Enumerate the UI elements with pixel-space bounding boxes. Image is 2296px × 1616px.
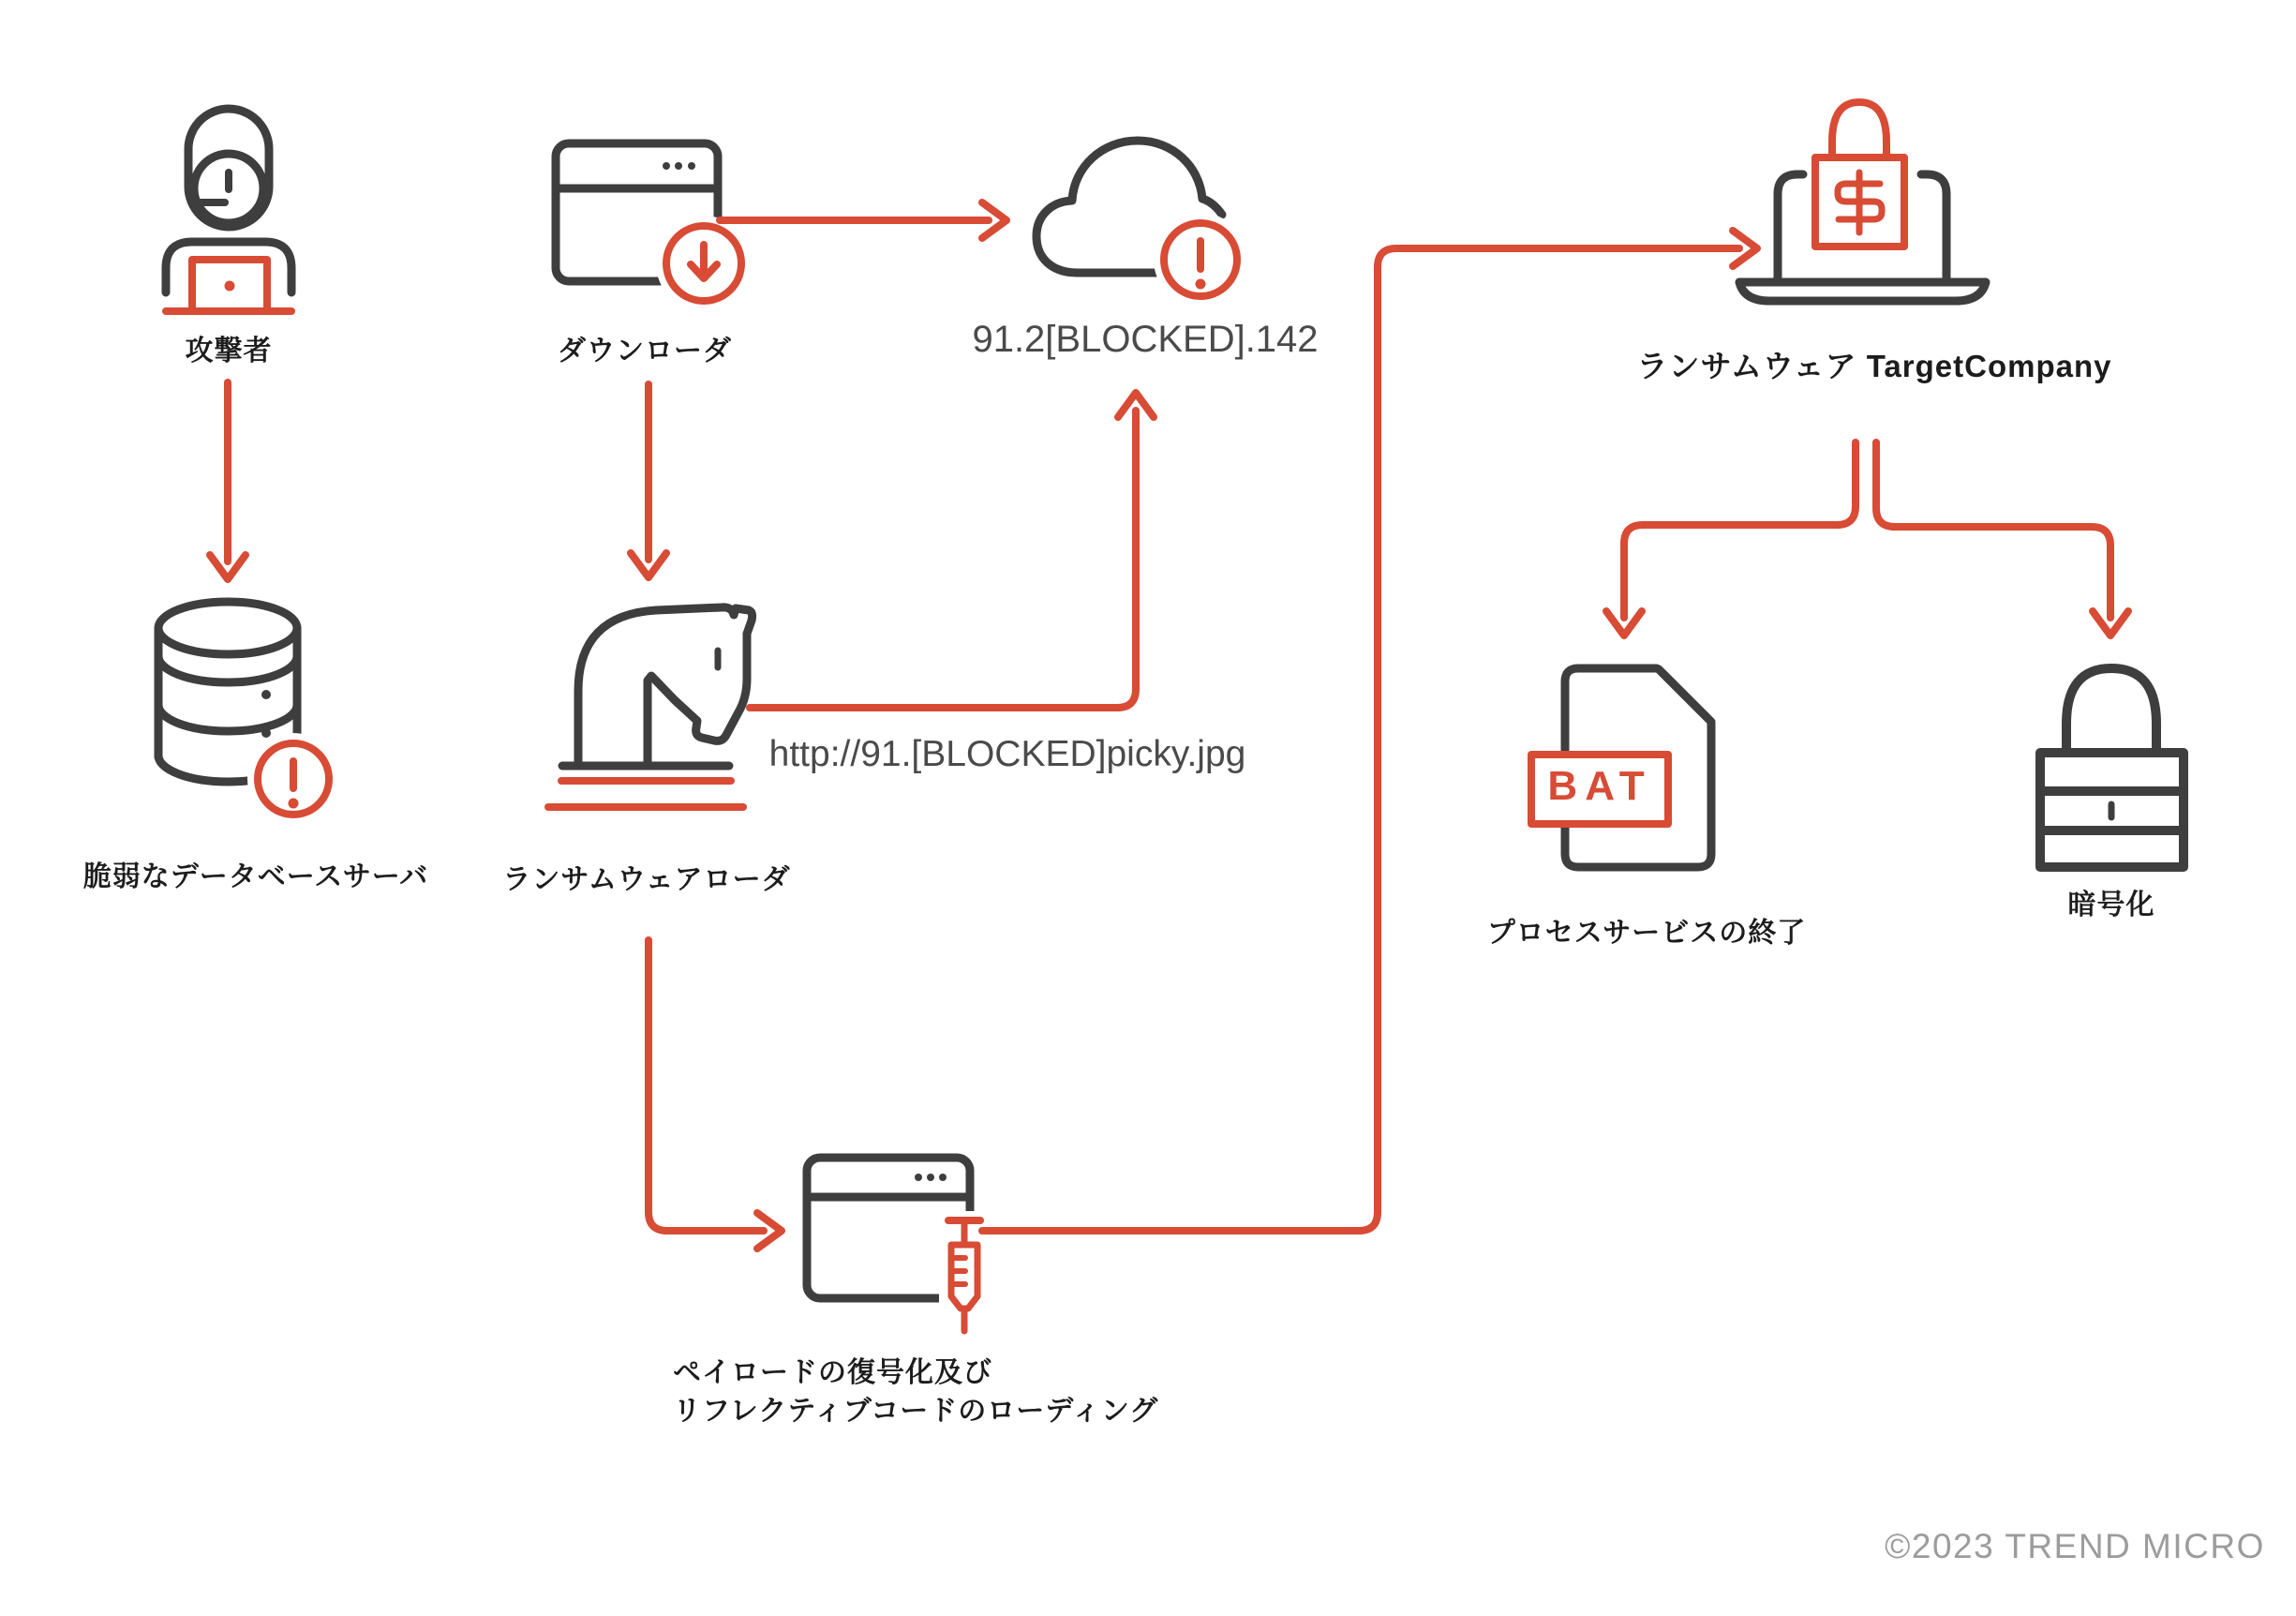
browser-dot [915, 1174, 922, 1181]
exclamation-dot [289, 799, 299, 809]
syringe-body [951, 1245, 977, 1309]
laptop-screen-right-bracket [1921, 174, 1946, 283]
bat-badge-label: BAT [1547, 763, 1652, 809]
laptop-screen-left-bracket [1778, 174, 1803, 283]
arrow-downloader-to-loader [631, 384, 666, 577]
payload-url-label: http://91.[BLOCKED]picky.jpg [768, 734, 1246, 774]
kill-processes-label: プロセスサービスの終了 [1486, 918, 1807, 949]
db-dot [261, 690, 271, 699]
attacker-laptop-dot [225, 281, 235, 292]
arrow-attacker-to-database [210, 382, 246, 579]
browser-dot [688, 162, 695, 170]
payload-label-line1: ペイロードの復号化及び [673, 1357, 992, 1388]
laptop-ransom-lock-icon [1739, 102, 1986, 301]
downloader-label: ダウンローダ [558, 336, 732, 367]
browser-dot [675, 162, 682, 170]
hooded-attacker-icon [166, 109, 291, 311]
connector-line [1624, 442, 1856, 618]
arrow-ransomware-to-encryption [1876, 442, 2128, 636]
payload-label [673, 1354, 1158, 1430]
db-top-ellipse [158, 602, 297, 654]
attacker-label: 攻撃者 [185, 336, 273, 367]
copyright-text: ©2023 TREND MICRO [1885, 1527, 2265, 1565]
payload-label-line2: リフレクティブコードのローディング [673, 1396, 1159, 1427]
db-band-1 [158, 656, 297, 682]
browser-download-icon [556, 143, 752, 311]
ransomware-label: ランサムウェア TargetCompany [1636, 349, 2112, 383]
browser-dot [939, 1174, 947, 1181]
database-label: 脆弱なデータベースサーバ [82, 861, 429, 892]
connector-line [649, 940, 764, 1231]
lock-shackle [1832, 102, 1886, 157]
arrow-loader-to-payload [649, 940, 782, 1249]
horse-outline [578, 607, 753, 766]
connector-line [1876, 442, 2110, 618]
loader-label: ランサムウェアローダ [502, 864, 791, 895]
arrow-downloader-to-cloud [720, 202, 1006, 238]
laptop-base [1739, 282, 1986, 301]
c2-ip-label: 91.2[BLOCKED].142 [972, 319, 1319, 360]
connector-line [750, 411, 1136, 708]
browser-dot [927, 1174, 934, 1181]
db-dot [261, 728, 271, 738]
browser-dot [663, 162, 670, 170]
exclamation-dot [1196, 279, 1206, 290]
arrow-loader-to-cloud [750, 393, 1154, 708]
db-band-2 [158, 705, 297, 731]
file-fold-diagonal [1659, 669, 1711, 722]
warning-database-icon [158, 602, 339, 825]
encryption-label: 暗号化 [2067, 890, 2155, 920]
padlock-icon [2040, 668, 2184, 867]
trojan-horse-icon [548, 607, 753, 807]
warning-cloud-icon [1036, 141, 1247, 307]
arrow-ransomware-to-kill-processes [1606, 442, 1856, 636]
browser-injection-syringe-icon [807, 1158, 991, 1335]
padlock-shackle [2066, 668, 2156, 753]
